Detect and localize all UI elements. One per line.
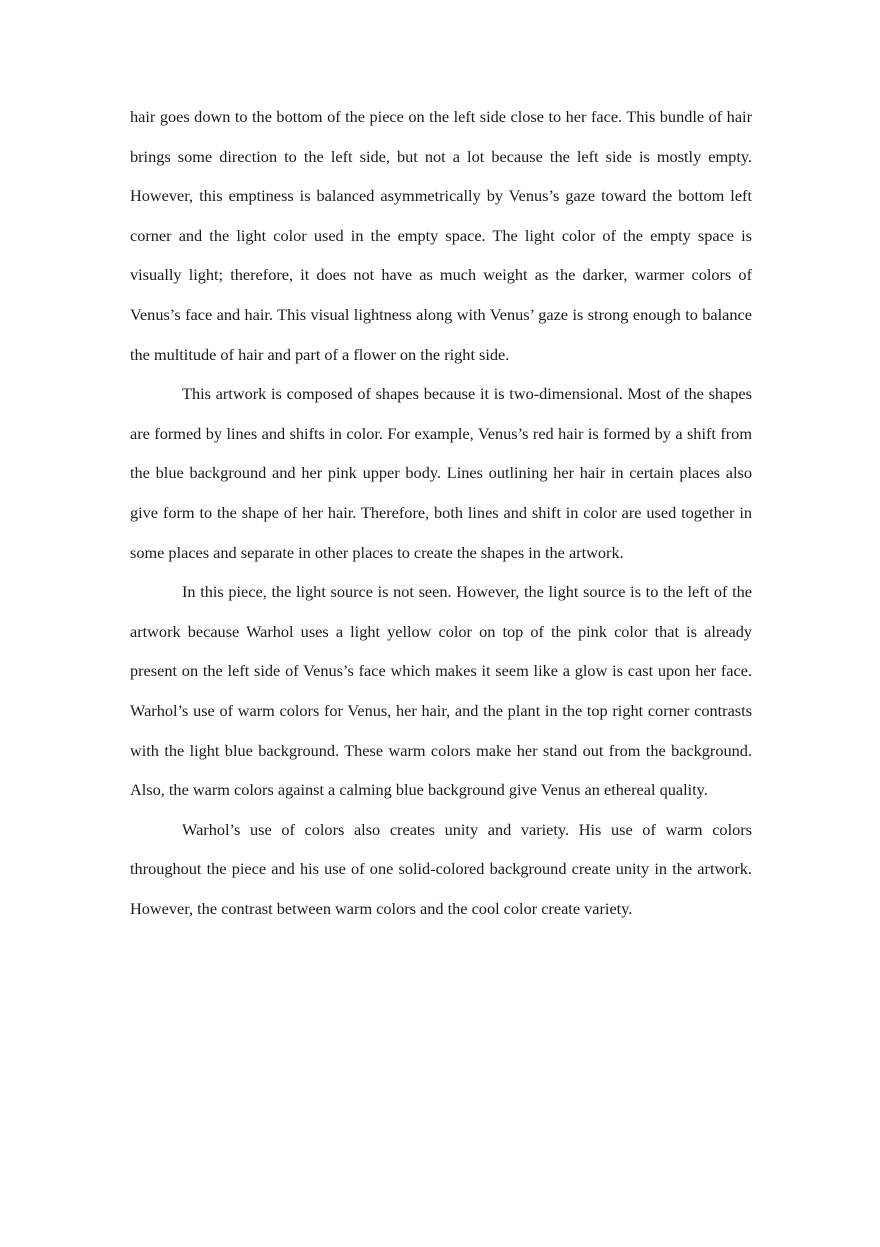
paragraph-light-source: In this piece, the light source is not seen. However, the light source is to the left of the artwork because Warhol uses a light yellow color on top of the pink color that is already present on the left side of Venus’s face which makes it seem like a glow is cast upon her face. Warhol’s use of warm colors for Venus, her hair, and the plant in the top right corner contrasts with the light blue background. These warm colors make her stand out from the background. Also, the warm colors against a calming blue background give Venus an ethereal quality. <box>130 582 752 800</box>
paragraph-continued: hair goes down to the bottom of the piece on the left side close to her face. This bundle of hair brings some direction to the left side, but not a lot because the left side is mostly empty. However, this emptiness is balanced asymmetrically by Venus’s gaze toward the bottom left corner and the light color used in the empty space. The light color of the empty space is visually light; therefore, it does not have as much weight as the darker, warmer colors of Venus’s face and hair. This visual lightness along with Venus’ gaze is strong enough to balance the multitude of hair and part of a flower on the right side. <box>130 107 752 364</box>
essay-body <box>130 97 752 928</box>
paragraph-shapes: This artwork is composed of shapes because it is two-dimensional. Most of the shapes are formed by lines and shifts in color. For example, Venus’s red hair is formed by a shift from the blue background and her pink upper body. Lines outlining her hair in certain places also give form to the shape of her hair. Therefore, both lines and shift in color are used together in some places and separate in other places to create the shapes in the artwork. <box>130 384 752 562</box>
paragraph-unity-variety: Warhol’s use of colors also creates unity and variety. His use of warm colors throughout the piece and his use of one solid-colored background create unity in the artwork. However, the contrast between warm colors and the cool color create variety. <box>130 819 752 918</box>
